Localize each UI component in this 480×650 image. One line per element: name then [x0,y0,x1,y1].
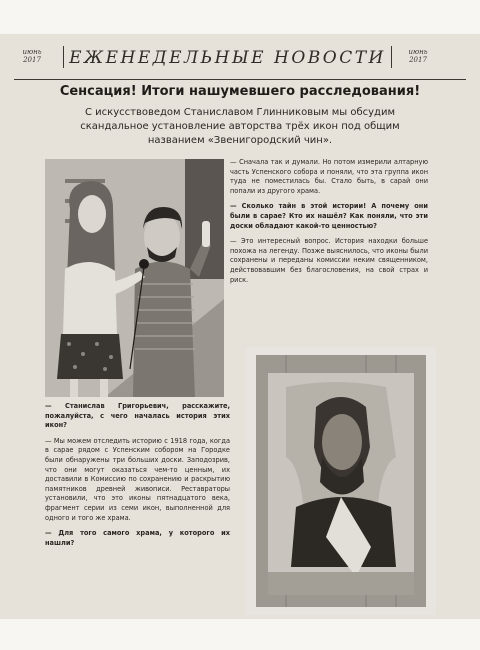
left-column [45,402,230,554]
date-right-year: 2017 [409,56,427,64]
answer-paragraph: — Это интересный вопрос. История находки больше похожа на легенду. Позже выяснилось, что иконы были сохранены и переданы комиссии неким священником, действовавшим без благословения, на свой страх и риск. [230,237,428,284]
date-left-month: июнь [22,48,42,56]
lead-paragraph: С искусствоведом Станиславом Глинниковым мы обсудим скандальное установление авторства трёх икон под общим названием «Звенигородский чин». [80,107,400,146]
masthead-title: ЕЖЕНЕДЕЛЬНЫЕ НОВОСТИ [69,48,386,68]
interview-illustration [45,159,224,397]
icon-photo [246,347,436,615]
right-column [230,158,428,291]
date-left-year: 2017 [23,56,41,64]
headline: Сенсация! Итоги нашумевшего расследования! [59,84,421,99]
question-paragraph: — Станислав Григорьевич, расскажите, пожалуйста, с чего началась история этих икон? [45,402,230,430]
question-paragraph: — Сколько тайн в этой истории! А почему они были в сарае? Кто их нашёл? Как поняли, что эти доски обладают какой-то ценностью? [230,202,428,230]
newspaper-page [0,34,480,619]
answer-paragraph: — Мы можем отследить историю с 1918 года, когда в сарае рядом с Успенским собором на Городке были обнаружены три больших доски. Заподозрив, что они могут оказаться чем-то ценным, их доставили в Комиссию по сохранению и раскрытию памятников древней живописи. Реставраторы установили, что это иконы пятнадцатого века, фрагмент серии из семи икон, выполненной для одного и того же храма. [45,436,230,522]
masthead [0,34,480,78]
masthead-rule [14,79,466,80]
question-paragraph: — Для того самого храма, у которого их нашли? [45,529,230,547]
date-right-month: июнь [408,48,428,56]
masthead-divider-right [391,46,392,68]
answer-paragraph: — Сначала так и думали. Но потом измерили алтарную часть Успенского собора и поняли, что эта группа икон туда не поместилась бы. Стало быть, в сарай они попали из другого храма. [230,158,428,195]
date-right [403,48,433,64]
date-left [17,48,47,64]
